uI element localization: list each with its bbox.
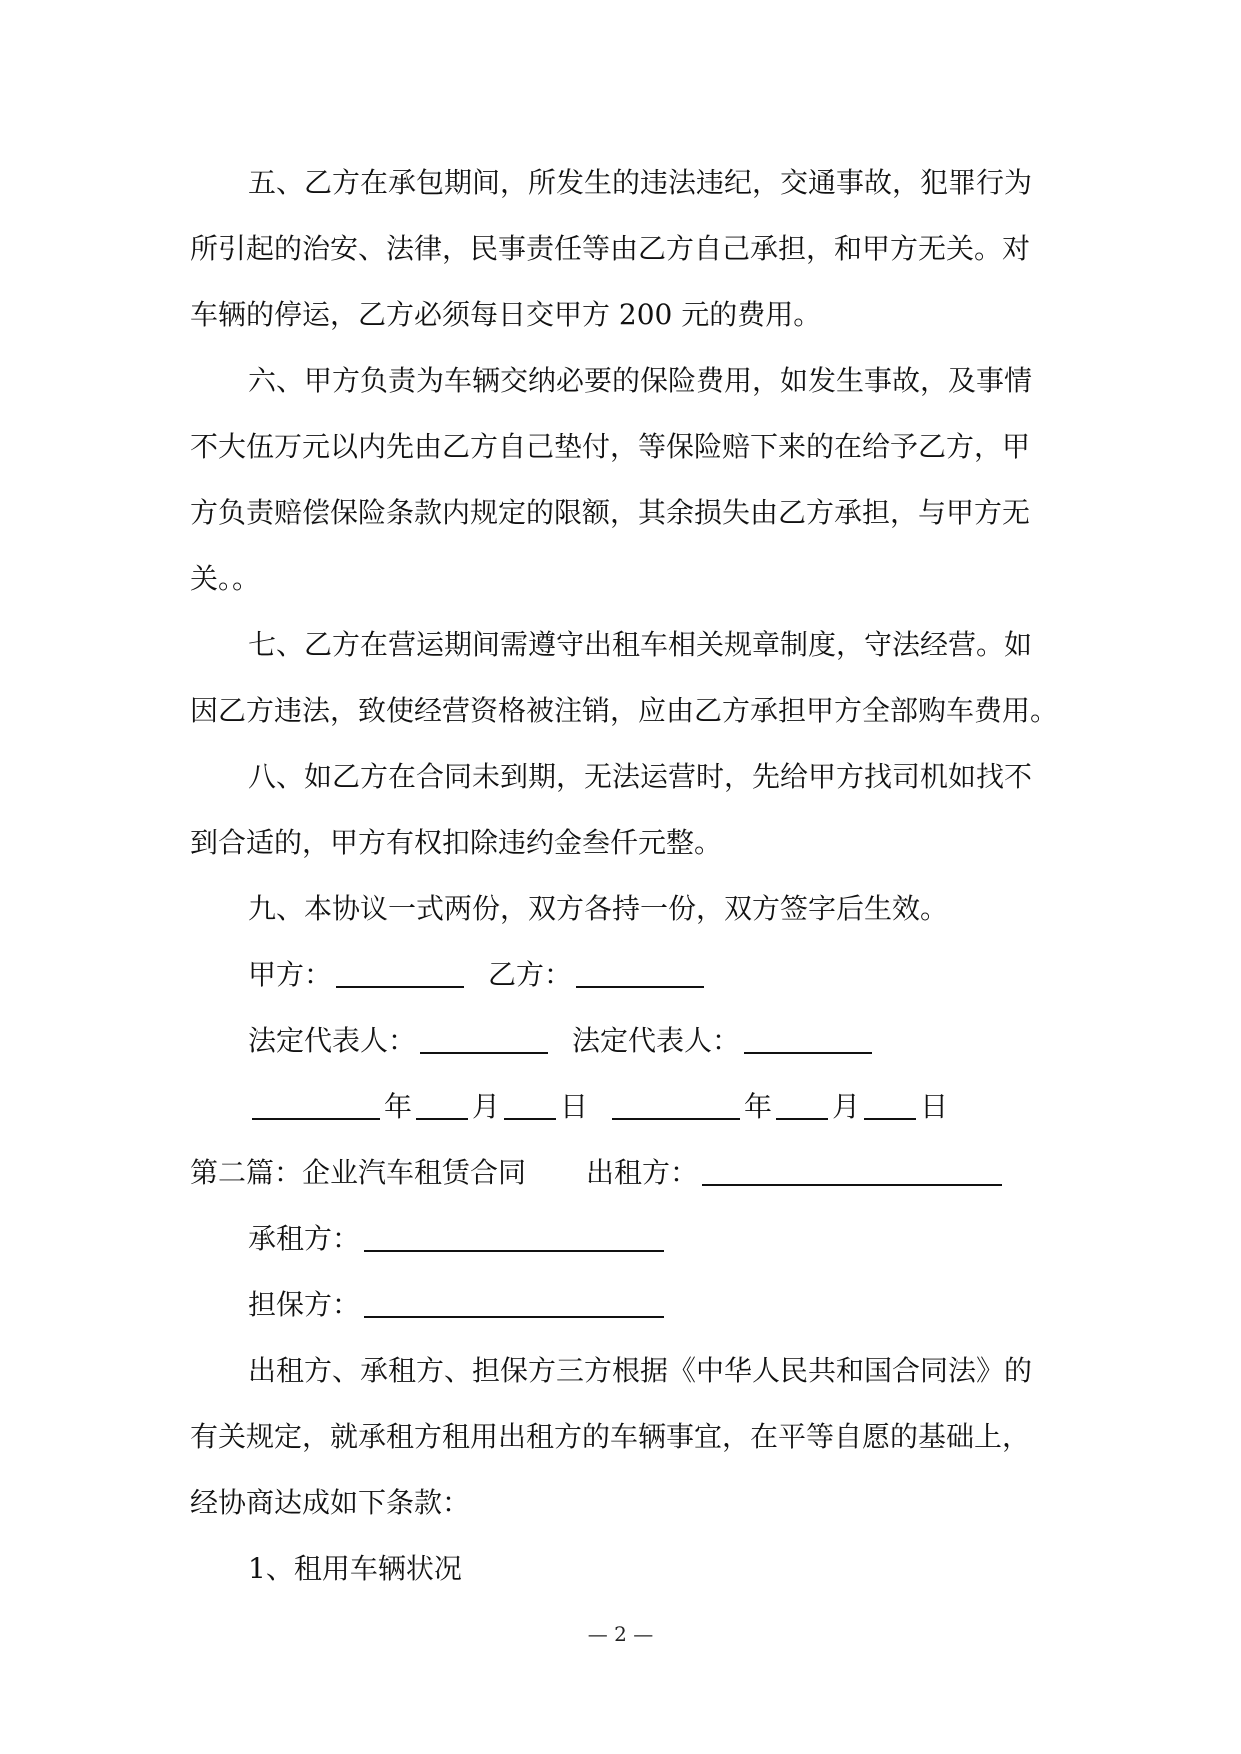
clause-6-line-1: 六、甲方负责为车辆交纳必要的保险费用，如发生事故，及事情 [248,364,1033,397]
signature-representatives-row [190,1008,1060,1074]
lessor-blank [702,1150,1002,1186]
rep-a-blank [420,1018,548,1054]
party-a-blank [336,952,464,988]
clause-8-line-2: 到合适的，甲方有权扣除违约金叁仟元整。 [190,826,723,859]
lessee-blank [364,1216,664,1252]
date-b-month-blank [776,1084,828,1120]
party-b-blank [576,952,704,988]
date-b-day-blank [864,1084,916,1120]
intro-line-3: 经协商达成如下条款： [190,1486,471,1519]
signature-date-row [190,1074,1060,1140]
page-number: — 2 — [587,1622,654,1646]
lessee-row [190,1206,1060,1272]
item-1-heading: 1、租用车辆状况 [248,1552,462,1585]
party-b-label: 乙方： [488,958,573,991]
party-a-label: 甲方： [248,958,333,991]
intro-line-2: 有关规定，就承租方租用出租方的车辆事宜，在平等自愿的基础上， [190,1420,1031,1453]
section-2-title-row [190,1140,1060,1206]
clause-7-line-2: 因乙方违法，致使经营资格被注销，应由乙方承担甲方全部购车费用。 [190,694,1059,727]
date-a-year-label: 年 [384,1090,413,1123]
date-a-day-blank [504,1084,556,1120]
date-b-year-label: 年 [744,1090,773,1123]
clause-6-line-4: 关。。 [190,562,261,595]
date-b-year-blank [612,1084,740,1120]
guarantor-row [190,1272,1060,1338]
rep-a-label: 法定代表人： [248,1024,417,1057]
intro-line-1: 出租方、承租方、担保方三方根据《中华人民共和国合同法》的 [248,1354,1033,1387]
rep-b-blank [744,1018,872,1054]
date-a-month-blank [416,1084,468,1120]
clause-5-line-3: 车辆的停运，乙方必须每日交甲方 200 元的费用。 [190,298,822,331]
clause-6-line-3: 方负责赔偿保险条款内规定的限额，其余损失由乙方承担，与甲方无 [190,496,1031,529]
clause-5-line-1: 五、乙方在承包期间，所发生的违法违纪，交通事故，犯罪行为 [248,166,1033,199]
date-a-day-label: 日 [560,1090,589,1123]
date-b-month-label: 月 [832,1090,861,1123]
clause-6-line-2: 不大伍万元以内先由乙方自己垫付，等保险赔下来的在给予乙方，甲 [190,430,1031,463]
clause-7-line-1: 七、乙方在营运期间需遵守出租车相关规章制度，守法经营。如 [248,628,1033,661]
guarantor-blank [364,1282,664,1318]
lessor-label: 出租方： [586,1156,699,1189]
signature-parties-row [190,942,1060,1008]
clause-9-line-1: 九、本协议一式两份，双方各持一份，双方签字后生效。 [248,892,949,925]
clause-5-line-2: 所引起的治安、法律，民事责任等由乙方自己承担，和甲方无关。对 [190,232,1031,265]
document-body [190,150,1060,1602]
date-b-day-label: 日 [920,1090,949,1123]
date-a-year-blank [252,1084,380,1120]
date-a-month-label: 月 [472,1090,501,1123]
clause-8-line-1: 八、如乙方在合同未到期，无法运营时，先给甲方找司机如找不 [248,760,1033,793]
guarantor-label: 担保方： [248,1288,361,1321]
rep-b-label: 法定代表人： [572,1024,741,1057]
section-2-title: 第二篇：企业汽车租赁合同 [190,1156,527,1189]
lessee-label: 承租方： [248,1222,361,1255]
